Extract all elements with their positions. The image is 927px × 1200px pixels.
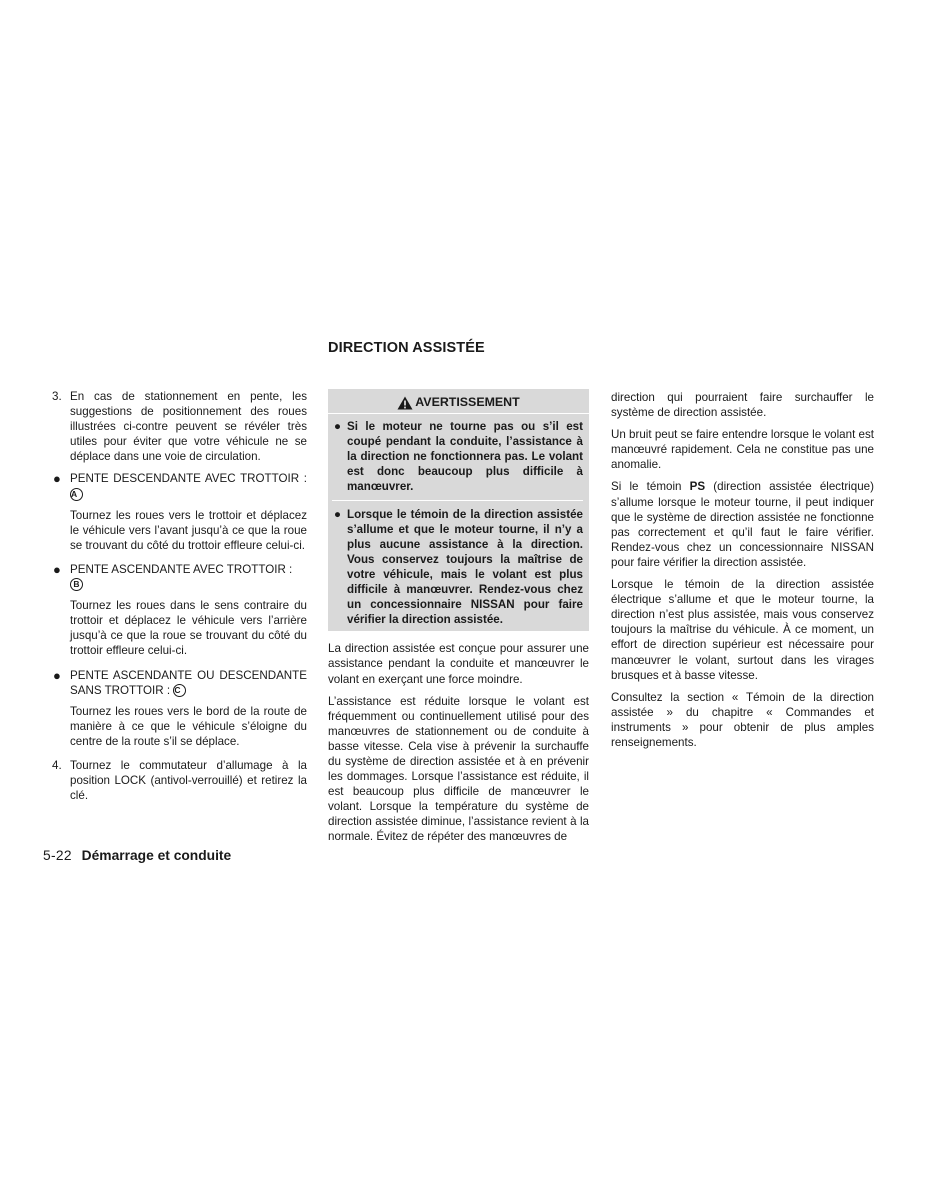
- paragraph: L’assistance est réduite lorsque le volant est fréquemment ou continuellement utilisé pour des manœuvres de stationnement ou de conduite à basse vitesse. Cela vise à prévenir la surchauffe du système de direction assistée et à en prévenir les dommages. Lorsque l’assistance est réduite, il est beaucoup plus difficile de manœuvrer le volant. Lorsque la température du système de direction assistée diminue, l’assistance revient à la normale. Évitez de répéter des manœuvres de: [328, 694, 589, 844]
- bullet-description: Tournez les roues dans le sens contraire du trottoir et déplacez le véhicule vers l’arrière jusqu’à ce que la roue se trouvant du côté du trottoir effleure celui-ci.: [70, 599, 307, 658]
- marker-a-icon: A: [70, 488, 83, 501]
- bullet-icon: ●: [53, 561, 61, 577]
- chapter-title: Démarrage et conduite: [81, 848, 232, 863]
- paragraph: La direction assistée est conçue pour assurer une assistance pendant la conduite et manœuvrer le volant en exerçant une force moindre.: [328, 642, 589, 686]
- text-run: (direction assistée électrique) s’allume lorsque le moteur tourne, il peut indiquer que le système de direction assistée ne fonctionne pas correctement et qu’il faut le faire vérifier. Rendez-vous chez un concessionnaire NISSAN pour faire vérifier la direction assistée.: [611, 480, 874, 569]
- paragraph: Consultez la section « Témoin de la direction assistée » du chapitre « Commandes et instruments » pour obtenir de plus amples renseignements.: [611, 690, 874, 749]
- paragraph: Un bruit peut se faire entendre lorsque le volant est manœuvré rapidement. Cela ne constitue pas une anomalie.: [611, 428, 874, 472]
- item-text: Tournez le commutateur d’allumage à la position LOCK (antivol-verrouillé) et retirez la clé.: [70, 758, 307, 803]
- column-right: [611, 390, 874, 757]
- text-run: Si le témoin: [611, 480, 682, 494]
- marker-c-icon: C: [173, 684, 186, 697]
- paragraph: direction qui pourraient faire surchauffer le système de direction assistée.: [611, 391, 874, 420]
- bullet-icon: ●: [334, 420, 342, 434]
- page-footer: [43, 848, 231, 863]
- bullet-label: PENTE ASCENDANTE AVEC TROTTOIR :: [70, 562, 293, 576]
- page-number: 5-22: [43, 848, 72, 863]
- bullet-description: Tournez les roues vers le trottoir et déplacez le véhicule vers l’avant jusqu’à ce que la roue se trouvant du côté du trottoir effleure celui-ci.: [70, 508, 307, 552]
- warning-item: [332, 419, 583, 500]
- item-number: 4.: [52, 758, 62, 772]
- bullet-icon: ●: [334, 507, 342, 521]
- warning-text: Lorsque le témoin de la direction assistée s’allume et que le moteur tourne, il n’y a plus aucune assistance à la direction. Vous conservez toujours la maîtrise de votre véhicule, mais le volant est plus difficile à manœuvrer. Rendez-vous chez un concessionnaire NISSAN pour faire vérifier la direction assistée.: [347, 507, 583, 627]
- paragraph: [611, 479, 874, 570]
- ps-indicator-label: PS: [689, 480, 706, 494]
- item-text: En cas de stationnement en pente, les suggestions de positionnement des roues illustrées ci-contre peuvent se révéler très utiles pour éviter que votre véhicule ne se déplace dans une voie de circulation.: [70, 390, 307, 464]
- bullet-description: Tournez les roues vers le bord de la route de manière à ce que le véhicule s’éloigne du centre de la route s’il se déplace.: [70, 704, 307, 748]
- warning-triangle-icon: [397, 396, 413, 410]
- warning-text: Si le moteur ne tourne pas ou s’il est coupé pendant la conduite, l’assistance à la direction ne fonctionnera pas. Le volant est donc beaucoup plus difficile à manœuvrer.: [347, 420, 583, 494]
- list-item-4: [49, 758, 307, 803]
- item-number: 3.: [52, 390, 62, 403]
- bullet-slope-no-curb: [49, 668, 307, 698]
- warning-header: [328, 395, 589, 414]
- column-left: [49, 389, 307, 810]
- section-title: DIRECTION ASSISTÉE: [328, 340, 485, 356]
- bullet-label: PENTE ASCENDANTE OU DESCENDANTE SANS TROTTOIR :: [70, 668, 307, 697]
- bullet-slope-down-curb: [49, 471, 307, 501]
- bullet-slope-up-curb: [49, 562, 307, 592]
- warning-item: [332, 507, 583, 628]
- warning-box: [328, 389, 589, 631]
- warning-title: AVERTISSEMENT: [415, 395, 520, 409]
- bullet-label: PENTE DESCENDANTE AVEC TROTTOIR :: [70, 472, 307, 486]
- bullet-icon: ●: [53, 471, 61, 487]
- column-middle: [328, 389, 589, 852]
- bullet-icon: ●: [53, 667, 61, 683]
- paragraph: Lorsque le témoin de la direction assistée électrique s’allume et que le moteur tourne, la direction n’est plus assistée, mais vous conservez toujours la maîtrise du véhicule. À ce moment, un effort de direction supérieur est nécessaire pour manœuvrer le volant, surtout dans les virages brusques et à basse vitesse.: [611, 578, 874, 682]
- list-item-3: [49, 389, 307, 464]
- marker-b-icon: B: [70, 578, 83, 591]
